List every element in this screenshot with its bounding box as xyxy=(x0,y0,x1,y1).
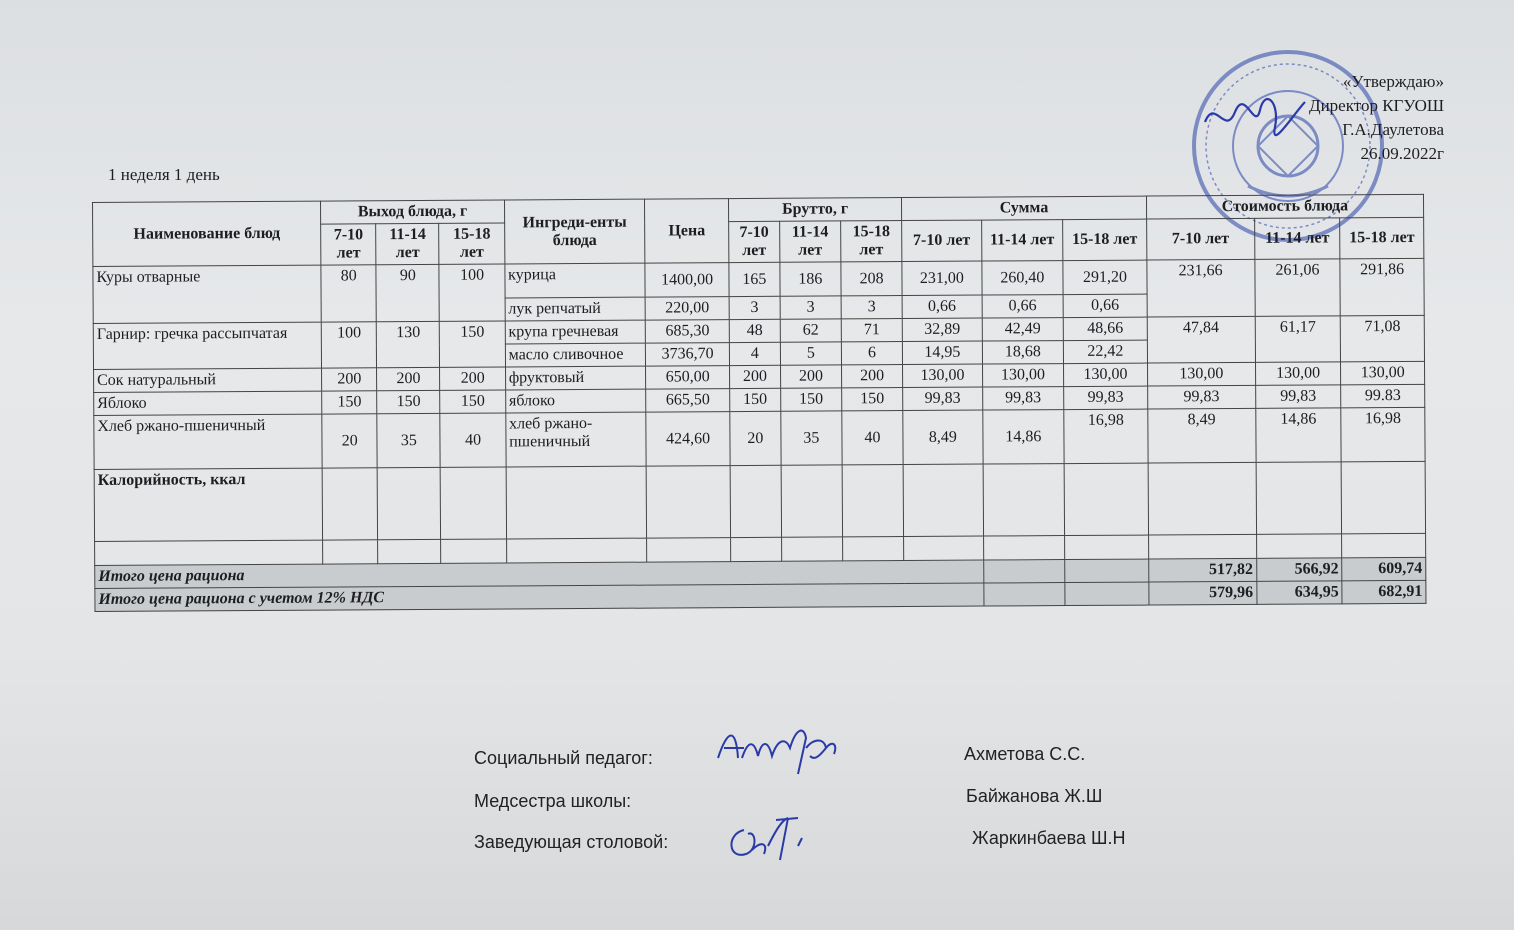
output-11-14: 35 xyxy=(377,413,441,467)
output-7-10: 150 xyxy=(322,391,377,414)
header-output-11-14: 11-14 лет xyxy=(376,223,439,264)
output-15-18: 200 xyxy=(440,367,505,390)
output-15-18: 150 xyxy=(440,390,505,413)
ingredient: курица xyxy=(505,263,646,298)
canteen-head-signature xyxy=(722,810,812,866)
header-sum-7-10: 7-10 лет xyxy=(902,220,982,261)
approval-title: «Утверждаю» xyxy=(1342,72,1444,91)
signature-name: Жаркинбаева Ш.Н xyxy=(972,828,1126,848)
output-7-10: 100 xyxy=(322,322,377,368)
approval-date: 26.09.2022г xyxy=(1360,144,1444,163)
output-7-10: 20 xyxy=(322,414,377,468)
price: 1400,00 xyxy=(645,263,729,298)
sum-11-14: 18,68 xyxy=(982,341,1064,364)
dish-name: Хлеб ржано-пшеничный xyxy=(94,414,323,469)
brutto-11-14: 62 xyxy=(780,319,841,342)
cost-7-10: 8,49 xyxy=(1148,408,1256,463)
price: 220,00 xyxy=(645,297,729,321)
header-brutto-7-10: 7-10 лет xyxy=(729,221,780,262)
cost-7-10: 231,66 xyxy=(1147,259,1255,317)
price: 424,60 xyxy=(646,412,730,467)
output-15-18: 150 xyxy=(440,321,505,367)
brutto-7-10: 150 xyxy=(730,388,781,411)
brutto-7-10: 20 xyxy=(730,411,781,465)
menu-table xyxy=(92,194,1426,612)
price: 665,50 xyxy=(646,389,730,413)
cost-15-18: 71,08 xyxy=(1341,315,1425,362)
brutto-7-10: 165 xyxy=(729,262,780,296)
cost-11-14: 14,86 xyxy=(1256,408,1342,463)
calories-row xyxy=(94,461,1425,541)
director-signature xyxy=(1200,92,1310,142)
ingredient: крупа гречневая xyxy=(505,320,646,344)
brutto-15-18: 3 xyxy=(841,296,902,319)
sum-11-14: 0,66 xyxy=(982,295,1064,318)
signature-role: Заведующая столовой: xyxy=(474,832,669,852)
total-vat-15-18: 682,91 xyxy=(1342,580,1426,604)
output-11-14: 200 xyxy=(377,367,440,390)
cost-11-14: 61,17 xyxy=(1255,316,1341,363)
header-brutto-11-14: 11-14 лет xyxy=(779,221,840,262)
approval-block xyxy=(1309,70,1444,166)
brutto-15-18: 208 xyxy=(841,262,902,296)
brutto-7-10: 200 xyxy=(729,365,780,388)
header-output-15-18: 15-18 лет xyxy=(439,223,504,264)
sum-7-10: 14,95 xyxy=(903,341,983,364)
header-output: Выход блюда, г xyxy=(321,200,505,224)
ingredient: масло сливочное xyxy=(505,343,646,367)
output-7-10: 80 xyxy=(321,265,376,322)
sum-15-18: 48,66 xyxy=(1063,317,1147,341)
sum-15-18: 99,83 xyxy=(1064,386,1148,410)
sum-15-18: 22,42 xyxy=(1064,340,1148,364)
sum-7-10: 99,83 xyxy=(903,387,983,410)
dish-name: Яблоко xyxy=(94,391,322,415)
output-11-14: 150 xyxy=(377,390,440,413)
sum-11-14: 99,83 xyxy=(982,387,1064,410)
sum-15-18: 0,66 xyxy=(1063,294,1147,318)
header-brutto-15-18: 15-18 лет xyxy=(841,221,902,262)
signature-role: Социальный педагог: xyxy=(474,748,653,768)
signature-name: Ахметова С.С. xyxy=(964,744,1086,764)
ingredient: фруктовый xyxy=(505,366,646,390)
header-cost-15-18: 15-18 лет xyxy=(1340,217,1424,259)
total-11-14: 566,92 xyxy=(1256,558,1342,582)
cost-7-10: 130,00 xyxy=(1147,362,1255,386)
brutto-7-10: 3 xyxy=(729,296,780,319)
sum-7-10: 130,00 xyxy=(903,364,983,387)
table-row xyxy=(93,258,1424,300)
header-brutto: Брутто, г xyxy=(728,198,901,222)
brutto-15-18: 150 xyxy=(842,388,903,411)
cost-7-10: 47,84 xyxy=(1147,316,1255,363)
sum-15-18: 16,98 xyxy=(1064,409,1148,464)
sum-7-10: 0,66 xyxy=(902,295,982,318)
output-7-10: 200 xyxy=(322,368,377,391)
brutto-11-14: 150 xyxy=(781,388,842,411)
brutto-11-14: 3 xyxy=(780,296,841,319)
signature-name: Байжанова Ж.Ш xyxy=(966,786,1103,806)
brutto-15-18: 71 xyxy=(841,319,902,342)
dish-name: Сок натуральный xyxy=(94,368,322,392)
sum-11-14: 130,00 xyxy=(982,364,1064,387)
sum-15-18: 130,00 xyxy=(1064,363,1148,387)
output-11-14: 90 xyxy=(376,264,440,321)
sum-15-18: 291,20 xyxy=(1063,260,1147,295)
sum-11-14: 260,40 xyxy=(982,261,1064,295)
header-sum: Сумма xyxy=(902,196,1147,220)
brutto-11-14: 35 xyxy=(781,411,842,465)
output-15-18: 100 xyxy=(439,264,505,321)
output-11-14: 130 xyxy=(377,321,440,367)
sum-11-14: 14,86 xyxy=(982,410,1064,464)
total-label: Итого цена рациона xyxy=(95,560,984,588)
ingredient: яблоко xyxy=(505,389,646,413)
day-label: 1 неделя 1 день xyxy=(108,165,220,184)
sum-11-14: 42,49 xyxy=(982,318,1064,341)
brutto-7-10: 48 xyxy=(729,319,780,342)
sum-7-10: 32,89 xyxy=(902,318,982,341)
approval-name: Г.А.Даулетова xyxy=(1342,120,1444,139)
cost-7-10: 99,83 xyxy=(1147,385,1255,409)
cost-11-14: 99,83 xyxy=(1255,385,1341,409)
header-output-7-10: 7-10 лет xyxy=(321,224,376,265)
header-ingredients: Ингреди-енты блюда xyxy=(504,199,645,264)
price: 685,30 xyxy=(646,320,730,344)
brutto-15-18: 6 xyxy=(841,342,902,365)
cost-15-18: 16,98 xyxy=(1341,407,1425,462)
cost-15-18: 130,00 xyxy=(1341,361,1425,385)
ingredient: лук репчатый xyxy=(505,297,646,321)
cost-15-18: 99.83 xyxy=(1341,384,1425,408)
header-sum-15-18: 15-18 лет xyxy=(1063,219,1147,261)
table-row xyxy=(94,407,1425,469)
brutto-11-14: 200 xyxy=(780,365,841,388)
sum-7-10: 8,49 xyxy=(903,410,983,464)
header-price: Цена xyxy=(645,199,729,264)
brutto-11-14: 186 xyxy=(780,262,841,296)
brutto-11-14: 5 xyxy=(780,342,841,365)
header-dish-name: Наименование блюд xyxy=(93,201,322,266)
brutto-15-18: 200 xyxy=(842,365,903,388)
ingredient: хлеб ржано-пшеничный xyxy=(505,412,646,467)
social-pedagogue-signature xyxy=(714,718,844,780)
cost-15-18: 291,86 xyxy=(1340,258,1424,316)
brutto-15-18: 40 xyxy=(842,411,903,465)
cost-11-14: 130,00 xyxy=(1255,362,1341,386)
cost-11-14: 261,06 xyxy=(1255,259,1341,317)
total-vat-7-10: 579,96 xyxy=(1149,581,1257,605)
header-cost: Стоимость блюда xyxy=(1146,194,1423,219)
header-cost-7-10: 7-10 лет xyxy=(1146,218,1254,260)
total-vat-11-14: 634,95 xyxy=(1257,581,1343,605)
signature-role: Медсестра школы: xyxy=(474,791,632,811)
brutto-7-10: 4 xyxy=(729,342,780,365)
price: 650,00 xyxy=(646,366,730,390)
dish-name: Куры отварные xyxy=(93,265,322,323)
sum-7-10: 231,00 xyxy=(902,261,982,295)
price: 3736,70 xyxy=(646,343,730,367)
header-sum-11-14: 11-14 лет xyxy=(981,220,1063,261)
dish-name: Гарнир: гречка рассыпчатая xyxy=(93,322,322,369)
total-vat-label: Итого цена рациона с учетом 12% НДС xyxy=(95,583,984,611)
total-7-10: 517,82 xyxy=(1148,558,1256,582)
approval-position: Директор КГУОШ xyxy=(1308,96,1444,115)
total-15-18: 609,74 xyxy=(1342,557,1426,581)
calories-label: Калорийность, ккал xyxy=(94,468,323,541)
header-cost-11-14: 11-14 лет xyxy=(1254,218,1340,260)
output-15-18: 40 xyxy=(440,413,506,467)
